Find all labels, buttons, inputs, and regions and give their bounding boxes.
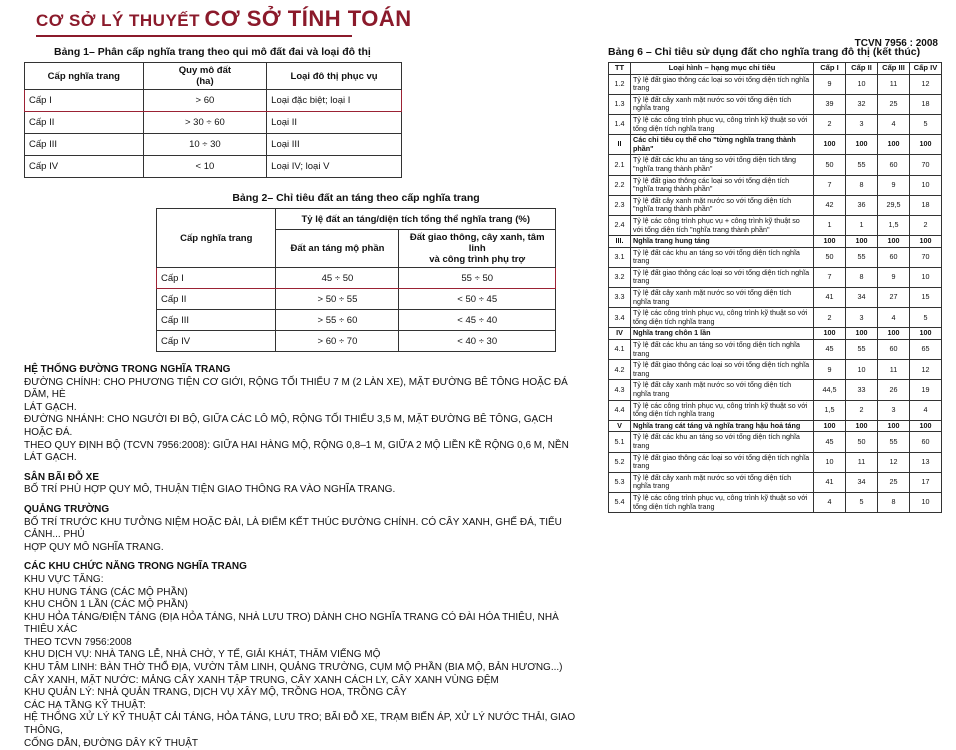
cell-loaidothi: Loại II bbox=[267, 112, 402, 134]
table-row bbox=[609, 155, 942, 175]
table-row bbox=[25, 112, 402, 134]
right-column bbox=[608, 46, 944, 513]
cell-value-cap-2: 3 bbox=[846, 308, 878, 328]
cell-value-cap-2: 100 bbox=[846, 135, 878, 155]
cell-value-cap-1: 9 bbox=[814, 74, 846, 94]
cell-value-cap-3: 27 bbox=[878, 288, 910, 308]
section-line: THEO TCVN 7956:2008 bbox=[24, 636, 132, 648]
cell-ratio-burial: > 60 ÷ 70 bbox=[276, 331, 399, 352]
cell-ratio-other: < 40 ÷ 30 bbox=[399, 331, 556, 352]
cell-value-cap-2: 5 bbox=[846, 492, 878, 512]
table-row bbox=[609, 267, 942, 287]
cell-value-cap-3: 100 bbox=[878, 420, 910, 432]
table2-caption: Bảng 2– Chỉ tiêu đất an táng theo cấp nghĩa trang bbox=[232, 192, 480, 204]
document-header bbox=[0, 0, 956, 49]
cell-ratio-burial: > 50 ÷ 55 bbox=[276, 289, 399, 310]
cell-tt: 4.1 bbox=[609, 340, 631, 360]
cell-value-cap-4: 5 bbox=[910, 114, 942, 134]
cell-tt: 5.4 bbox=[609, 492, 631, 512]
cell-value-cap-1: 50 bbox=[814, 247, 846, 267]
cell-value-cap-2: 3 bbox=[846, 114, 878, 134]
cell-value-cap-2: 32 bbox=[846, 94, 878, 114]
cell-value-cap-4: 100 bbox=[910, 135, 942, 155]
cell-value-cap-1: 44,5 bbox=[814, 380, 846, 400]
table-row bbox=[609, 432, 942, 452]
table-land-use-indicators bbox=[608, 62, 942, 513]
cell-value-cap-1: 100 bbox=[814, 420, 846, 432]
cell-value-cap-2: 8 bbox=[846, 175, 878, 195]
cell-ratio-other: < 50 ÷ 45 bbox=[399, 289, 556, 310]
notes-body bbox=[24, 364, 576, 750]
table-cemetery-classification bbox=[24, 62, 402, 178]
th-cap-1: Cấp I bbox=[814, 63, 846, 75]
th-cap-2: Cấp II bbox=[846, 63, 878, 75]
table-row bbox=[609, 328, 942, 340]
table-row bbox=[609, 236, 942, 248]
cell-tt: II bbox=[609, 135, 631, 155]
cell-value-cap-3: 12 bbox=[878, 452, 910, 472]
section-line: KHU TÂM LINH: BÀN THỜ THỔ ĐỊA, VƯỜN TÂM LINH, QUẢNG TRƯỜNG, CỤM MỘ PHẦN (BIA MỘ, BẢN HƯƠNG...) bbox=[24, 662, 563, 674]
cell-description: Tỷ lệ đất các khu an táng so với tổng diện tích tăng "nghĩa trang thành phần" bbox=[631, 155, 814, 175]
cell-value-cap-2: 10 bbox=[846, 74, 878, 94]
cell-description: Tỷ lệ đất các khu an táng so với tổng diện tích nghĩa trang bbox=[631, 340, 814, 360]
table-row bbox=[609, 420, 942, 432]
table-row bbox=[609, 452, 942, 472]
cell-value-cap-1: 45 bbox=[814, 432, 846, 452]
cell-ratio-other: < 45 ÷ 40 bbox=[399, 310, 556, 331]
cell-value-cap-4: 70 bbox=[910, 247, 942, 267]
cell-value-cap-3: 9 bbox=[878, 267, 910, 287]
table-header-row bbox=[609, 63, 942, 75]
cell-value-cap-4: 12 bbox=[910, 74, 942, 94]
cell-tt: 5.1 bbox=[609, 432, 631, 452]
cell-value-cap-2: 11 bbox=[846, 452, 878, 472]
cell-tt: 5.3 bbox=[609, 472, 631, 492]
cell-description: Tỷ lệ đất giao thông các loại so với tổng diện tích nghĩa trang bbox=[631, 360, 814, 380]
cell-description: Tỷ lệ các công trình phục vụ, công trình kỹ thuật so với tổng diện tích nghĩa trang bbox=[631, 114, 814, 134]
cell-description: Tỷ lệ các công trình phục vụ, công trình kỹ thuật so với tổng diện tích nghĩa trang bbox=[631, 400, 814, 420]
th-tt: TT bbox=[609, 63, 631, 75]
cell-value-cap-2: 33 bbox=[846, 380, 878, 400]
cell-tt: 3.4 bbox=[609, 308, 631, 328]
table-row bbox=[609, 340, 942, 360]
th-quy-mo-dat-l2: (ha) bbox=[196, 76, 214, 87]
page-title-small: CƠ SỞ LÝ THUYẾT bbox=[36, 11, 201, 30]
section-line: KHU CHÔN 1 LẦN (CÁC MỘ PHẦN) bbox=[24, 599, 188, 611]
table-row bbox=[609, 215, 942, 235]
cell-value-cap-1: 4 bbox=[814, 492, 846, 512]
cell-description: Tỷ lệ đất các khu an táng so với tổng diện tích nghĩa trang bbox=[631, 247, 814, 267]
cell-description: Tỷ lệ đất giao thông các loại so với tổng diện tích nghĩa trang bbox=[631, 74, 814, 94]
table-row bbox=[25, 156, 402, 178]
cell-value-cap-1: 42 bbox=[814, 195, 846, 215]
cell-description: Nghĩa trang chôn 1 lần bbox=[631, 328, 814, 340]
section-title-roads: HỆ THỐNG ĐƯỜNG TRONG NGHĨA TRANG bbox=[24, 364, 231, 375]
cell-quymo: < 10 bbox=[143, 156, 267, 178]
cell-value-cap-3: 4 bbox=[878, 114, 910, 134]
cell-value-cap-2: 55 bbox=[846, 340, 878, 360]
cell-description: Tỷ lệ đất cây xanh mặt nước so với tổng diện tích nghĩa trang bbox=[631, 380, 814, 400]
cell-description: Tỷ lệ đất cây xanh mặt nước so với tổng diện tích nghĩa trang bbox=[631, 94, 814, 114]
table-row bbox=[609, 492, 942, 512]
th-dat-giao-thong bbox=[399, 230, 556, 268]
table-row bbox=[157, 331, 556, 352]
table-row bbox=[609, 308, 942, 328]
cell-value-cap-3: 25 bbox=[878, 94, 910, 114]
section-line: BỐ TRÍ TRƯỚC KHU TƯỞNG NIỆM HOẶC ĐÀI, LÀ ĐIỂM KẾT THÚC ĐƯỜNG CHÍNH. CÓ CÂY XANH, GHẾ ĐÁ, TIỂU CẢNH... PHỦ bbox=[24, 516, 562, 541]
cell-value-cap-1: 7 bbox=[814, 267, 846, 287]
cell-tt: 2.3 bbox=[609, 195, 631, 215]
section-line: CÂY XANH, MẶT NƯỚC: MẢNG CÂY XANH TẬP TRUNG, CÂY XANH CÁCH LY, CÂY XANH VÙNG ĐỆM bbox=[24, 674, 499, 686]
section-line: KHU QUẢN LÝ: NHÀ QUẢN TRANG, DỊCH VỤ XÂY MỘ, TRỒNG HOA, TRỒNG CÂY bbox=[24, 687, 407, 699]
table-row bbox=[157, 289, 556, 310]
cell-description: Tỷ lệ đất giao thông các loại so với tổng diện tích nghĩa trang bbox=[631, 452, 814, 472]
left-column bbox=[16, 46, 576, 750]
cell-tt: 5.2 bbox=[609, 452, 631, 472]
section-title-square: QUẢNG TRƯỜNG bbox=[24, 503, 110, 515]
cell-tt: IV bbox=[609, 328, 631, 340]
cell-value-cap-2: 100 bbox=[846, 236, 878, 248]
section-line: CÁC HẠ TẦNG KỸ THUẬT: bbox=[24, 699, 146, 711]
section-line: KHU HUNG TÁNG (CÁC MỘ PHẦN) bbox=[24, 586, 188, 598]
th-dat-giao-thong-l2: và công trình phụ trợ bbox=[429, 254, 526, 265]
cell-value-cap-1: 1 bbox=[814, 215, 846, 235]
cell-value-cap-3: 55 bbox=[878, 432, 910, 452]
cell-value-cap-1: 10 bbox=[814, 452, 846, 472]
cell-value-cap-3: 3 bbox=[878, 400, 910, 420]
table-row bbox=[157, 310, 556, 331]
cell-tt: 2.4 bbox=[609, 215, 631, 235]
cell-ratio-burial: > 55 ÷ 60 bbox=[276, 310, 399, 331]
section-line: CỐNG DẪN, ĐƯỜNG DÂY KỸ THUẬT bbox=[24, 737, 198, 749]
cell-description: Tỷ lệ các công trình phục vụ, công trình kỹ thuật so với tổng diện tích nghĩa trang bbox=[631, 308, 814, 328]
table-row bbox=[609, 114, 942, 134]
section-line: KHU VỰC TĂNG: bbox=[24, 573, 104, 585]
th-loai-hinh: Loại hình – hạng mục chỉ tiêu bbox=[631, 63, 814, 75]
cell-value-cap-1: 50 bbox=[814, 155, 846, 175]
cell-cap: Cấp I bbox=[157, 268, 276, 289]
cell-tt: 3.1 bbox=[609, 247, 631, 267]
cell-value-cap-2: 34 bbox=[846, 472, 878, 492]
th-quy-mo-dat bbox=[143, 63, 267, 90]
cell-loaidothi: Loại III bbox=[267, 134, 402, 156]
cell-value-cap-4: 65 bbox=[910, 340, 942, 360]
table-row bbox=[609, 175, 942, 195]
section-title-parking: SÂN BÃI ĐỖ XE bbox=[24, 471, 100, 483]
cell-value-cap-4: 100 bbox=[910, 328, 942, 340]
cell-value-cap-3: 4 bbox=[878, 308, 910, 328]
th-group-ratio: Tỷ lệ đất an táng/diện tích tổng thể nghĩa trang (%) bbox=[276, 209, 556, 230]
cell-value-cap-3: 1,5 bbox=[878, 215, 910, 235]
cell-value-cap-1: 45 bbox=[814, 340, 846, 360]
cell-tt: 4.2 bbox=[609, 360, 631, 380]
cell-value-cap-4: 13 bbox=[910, 452, 942, 472]
section-line: LÁT GẠCH. bbox=[24, 401, 77, 413]
table-row bbox=[609, 94, 942, 114]
cell-tt: V bbox=[609, 420, 631, 432]
cell-value-cap-4: 5 bbox=[910, 308, 942, 328]
cell-tt: 2.2 bbox=[609, 175, 631, 195]
cell-value-cap-2: 100 bbox=[846, 420, 878, 432]
cell-description: Các chỉ tiêu cụ thể cho "từng nghĩa trang thành phần" bbox=[631, 135, 814, 155]
cell-cap: Cấp IV bbox=[157, 331, 276, 352]
cell-value-cap-1: 41 bbox=[814, 288, 846, 308]
th-quy-mo-dat-l1: Quy mô đất bbox=[178, 65, 232, 76]
cell-cap: Cấp III bbox=[25, 134, 144, 156]
cell-value-cap-2: 34 bbox=[846, 288, 878, 308]
cell-quymo: > 60 bbox=[143, 90, 267, 112]
title-underline bbox=[36, 35, 352, 37]
table-row bbox=[25, 90, 402, 112]
cell-description: Tỷ lệ đất giao thông các loại so với tổng diện tích nghĩa trang bbox=[631, 267, 814, 287]
cell-value-cap-4: 15 bbox=[910, 288, 942, 308]
cell-description: Tỷ lệ các công trình phục vụ + công trình kỹ thuật so với tổng diện tích "nghĩa trang thành phần" bbox=[631, 215, 814, 235]
cell-cap: Cấp II bbox=[157, 289, 276, 310]
cell-value-cap-3: 11 bbox=[878, 74, 910, 94]
cell-value-cap-4: 19 bbox=[910, 380, 942, 400]
cell-value-cap-2: 50 bbox=[846, 432, 878, 452]
cell-value-cap-3: 60 bbox=[878, 340, 910, 360]
cell-cap: Cấp IV bbox=[25, 156, 144, 178]
th-cap-nghia-trang: Cấp nghĩa trang bbox=[157, 209, 276, 268]
cell-value-cap-3: 60 bbox=[878, 155, 910, 175]
cell-quymo: > 30 ÷ 60 bbox=[143, 112, 267, 134]
cell-value-cap-4: 10 bbox=[910, 175, 942, 195]
cell-value-cap-4: 60 bbox=[910, 432, 942, 452]
cell-value-cap-1: 100 bbox=[814, 328, 846, 340]
cell-value-cap-3: 9 bbox=[878, 175, 910, 195]
cell-cap: Cấp II bbox=[25, 112, 144, 134]
cell-value-cap-4: 4 bbox=[910, 400, 942, 420]
section-line: BỐ TRÍ PHÙ HỢP QUY MÔ, THUẬN TIỆN GIAO THÔNG RA VÀO NGHĨA TRANG. bbox=[24, 484, 396, 496]
cell-value-cap-4: 12 bbox=[910, 360, 942, 380]
table-row bbox=[609, 135, 942, 155]
cell-loaidothi: Loại IV; loại V bbox=[267, 156, 402, 178]
cell-description: Tỷ lệ đất cây xanh mặt nước so với tổng diện tích nghĩa trang bbox=[631, 288, 814, 308]
cell-value-cap-3: 25 bbox=[878, 472, 910, 492]
cell-tt: III. bbox=[609, 236, 631, 248]
page-title bbox=[36, 6, 412, 32]
cell-value-cap-4: 70 bbox=[910, 155, 942, 175]
th-dat-an-tang: Đất an táng mộ phần bbox=[276, 230, 399, 268]
cell-description: Tỷ lệ đất cây xanh mặt nước so với tổng diện tích nghĩa trang bbox=[631, 472, 814, 492]
cell-tt: 3.3 bbox=[609, 288, 631, 308]
table-row bbox=[25, 134, 402, 156]
cell-value-cap-3: 8 bbox=[878, 492, 910, 512]
section-title-functional-zones: CÁC KHU CHỨC NĂNG TRONG NGHĨA TRANG bbox=[24, 561, 247, 573]
cell-tt: 1.3 bbox=[609, 94, 631, 114]
cell-value-cap-1: 2 bbox=[814, 308, 846, 328]
cell-description: Nghĩa trang cát táng và nghĩa trang hậu hoả táng bbox=[631, 420, 814, 432]
cell-cap: Cấp I bbox=[25, 90, 144, 112]
cell-cap: Cấp III bbox=[157, 310, 276, 331]
section-line: THEO QUY ĐỊNH BỘ (TCVN 7956:2008): GIỮA HAI HÀNG MỘ, RỘNG 0,8–1 M, GIỮA 2 MỘ LIỀN KỀ RỘNG 0,6 M, NỀN LÁT GẠCH. bbox=[24, 439, 569, 464]
cell-loaidothi: Loại đặc biệt; loại I bbox=[267, 90, 402, 112]
cell-value-cap-2: 8 bbox=[846, 267, 878, 287]
section-line: KHU DỊCH VỤ: NHÀ TANG LỄ, NHÀ CHỜ, Y TẾ, GIẢI KHÁT, THĂM VIẾNG MỘ bbox=[24, 649, 381, 661]
cell-value-cap-2: 55 bbox=[846, 155, 878, 175]
cell-description: Tỷ lệ các công trình phục vụ, công trình kỹ thuật so với tổng diện tích nghĩa trang bbox=[631, 492, 814, 512]
cell-value-cap-3: 100 bbox=[878, 328, 910, 340]
cell-value-cap-1: 100 bbox=[814, 236, 846, 248]
cell-tt: 4.4 bbox=[609, 400, 631, 420]
cell-value-cap-1: 100 bbox=[814, 135, 846, 155]
cell-value-cap-4: 100 bbox=[910, 236, 942, 248]
cell-tt: 4.3 bbox=[609, 380, 631, 400]
table-row bbox=[609, 400, 942, 420]
table-row bbox=[609, 74, 942, 94]
cell-value-cap-4: 18 bbox=[910, 94, 942, 114]
cell-value-cap-2: 2 bbox=[846, 400, 878, 420]
cell-ratio-burial: 45 ÷ 50 bbox=[276, 268, 399, 289]
table-burial-land-ratio bbox=[156, 208, 556, 352]
section-line: ĐƯỜNG NHÁNH: CHO NGƯỜI ĐI BỘ, GIỮA CÁC LÔ MỘ, RỘNG TỐI THIỂU 3,5 M, MẶT ĐƯỜNG BÊ TÔNG, GẠCH HOẶC ĐÁ. bbox=[24, 414, 553, 438]
cell-value-cap-3: 26 bbox=[878, 380, 910, 400]
page-title-big: CƠ SỞ TÍNH TOÁN bbox=[204, 6, 412, 31]
cell-value-cap-2: 1 bbox=[846, 215, 878, 235]
cell-value-cap-4: 17 bbox=[910, 472, 942, 492]
cell-value-cap-4: 10 bbox=[910, 267, 942, 287]
cell-value-cap-1: 1,5 bbox=[814, 400, 846, 420]
cell-value-cap-2: 100 bbox=[846, 328, 878, 340]
cell-tt: 1.2 bbox=[609, 74, 631, 94]
cell-description: Tỷ lệ đất giao thông các loại so với tổng diện tích "nghĩa trang thành phần" bbox=[631, 175, 814, 195]
table-row bbox=[157, 268, 556, 289]
table-row bbox=[609, 380, 942, 400]
th-cap-4: Cấp IV bbox=[910, 63, 942, 75]
cell-value-cap-4: 18 bbox=[910, 195, 942, 215]
cell-value-cap-1: 7 bbox=[814, 175, 846, 195]
cell-value-cap-1: 9 bbox=[814, 360, 846, 380]
table6-caption: Bảng 6 – Chỉ tiêu sử dụng đất cho nghĩa trang đô thị (kết thúc) bbox=[608, 46, 921, 58]
table-row bbox=[609, 247, 942, 267]
cell-value-cap-2: 10 bbox=[846, 360, 878, 380]
cell-value-cap-3: 11 bbox=[878, 360, 910, 380]
table-row bbox=[609, 288, 942, 308]
cell-value-cap-1: 2 bbox=[814, 114, 846, 134]
table-row bbox=[609, 360, 942, 380]
section-line: HỆ THỐNG XỬ LÝ KỸ THUẬT CẢI TÁNG, HỎA TÁNG, LƯU TRO; BÃI ĐỖ XE, TRẠM BIẾN ÁP, XỬ LÝ NƯỚC THẢI, GIAO THÔNG, bbox=[24, 712, 576, 737]
table-header-row bbox=[157, 209, 556, 230]
cell-tt: 3.2 bbox=[609, 267, 631, 287]
th-loai-do-thi: Loại đô thị phục vụ bbox=[267, 63, 402, 90]
th-dat-giao-thong-l1: Đất giao thông, cây xanh, tâm linh bbox=[409, 232, 545, 254]
cell-value-cap-3: 100 bbox=[878, 236, 910, 248]
table-row bbox=[609, 472, 942, 492]
table-row bbox=[609, 195, 942, 215]
cell-value-cap-2: 55 bbox=[846, 247, 878, 267]
section-line: KHU HỎA TÁNG/ĐIỆN TÁNG (ĐỊA HỎA TÁNG, NHÀ LƯU TRO) DÀNH CHO NGHĨA TRANG CÓ ĐÀI HÓA THIÊU, NHÀ THIÊU XÁC bbox=[24, 611, 559, 636]
section-line: ĐƯỜNG CHÍNH: CHO PHƯƠNG TIỆN CƠ GIỚI, RỘNG TỐI THIỂU 7 M (2 LÀN XE), MẶT ĐƯỜNG BÊ TÔNG HOẶC ĐÁ DĂM, HÈ bbox=[24, 376, 568, 401]
cell-value-cap-2: 36 bbox=[846, 195, 878, 215]
table6-body bbox=[609, 74, 942, 513]
cell-value-cap-3: 100 bbox=[878, 135, 910, 155]
th-cap-nghia-trang: Cấp nghĩa trang bbox=[25, 63, 144, 90]
cell-value-cap-1: 41 bbox=[814, 472, 846, 492]
table1-caption: Bảng 1– Phân cấp nghĩa trang theo qui mô đất đai và loại đô thị bbox=[54, 46, 371, 58]
section-line: HỢP QUY MÔ NGHĨA TRANG. bbox=[24, 541, 164, 553]
cell-value-cap-4: 10 bbox=[910, 492, 942, 512]
standard-code: TCVN 7956 : 2008 bbox=[854, 38, 938, 49]
cell-value-cap-4: 100 bbox=[910, 420, 942, 432]
cell-value-cap-4: 2 bbox=[910, 215, 942, 235]
cell-value-cap-1: 39 bbox=[814, 94, 846, 114]
table-header-row bbox=[25, 63, 402, 90]
th-cap-3: Cấp III bbox=[878, 63, 910, 75]
cell-tt: 2.1 bbox=[609, 155, 631, 175]
cell-description: Tỷ lệ đất các khu an táng so với tổng diện tích nghĩa trang bbox=[631, 432, 814, 452]
cell-value-cap-3: 29,5 bbox=[878, 195, 910, 215]
cell-ratio-other: 55 ÷ 50 bbox=[399, 268, 556, 289]
cell-quymo: 10 ÷ 30 bbox=[143, 134, 267, 156]
cell-description: Tỷ lệ đất cây xanh mặt nước so với tổng diện tích "nghĩa trang thành phần" bbox=[631, 195, 814, 215]
cell-value-cap-3: 60 bbox=[878, 247, 910, 267]
cell-tt: 1.4 bbox=[609, 114, 631, 134]
cell-description: Nghĩa trang hung táng bbox=[631, 236, 814, 248]
table2-block bbox=[16, 192, 576, 352]
